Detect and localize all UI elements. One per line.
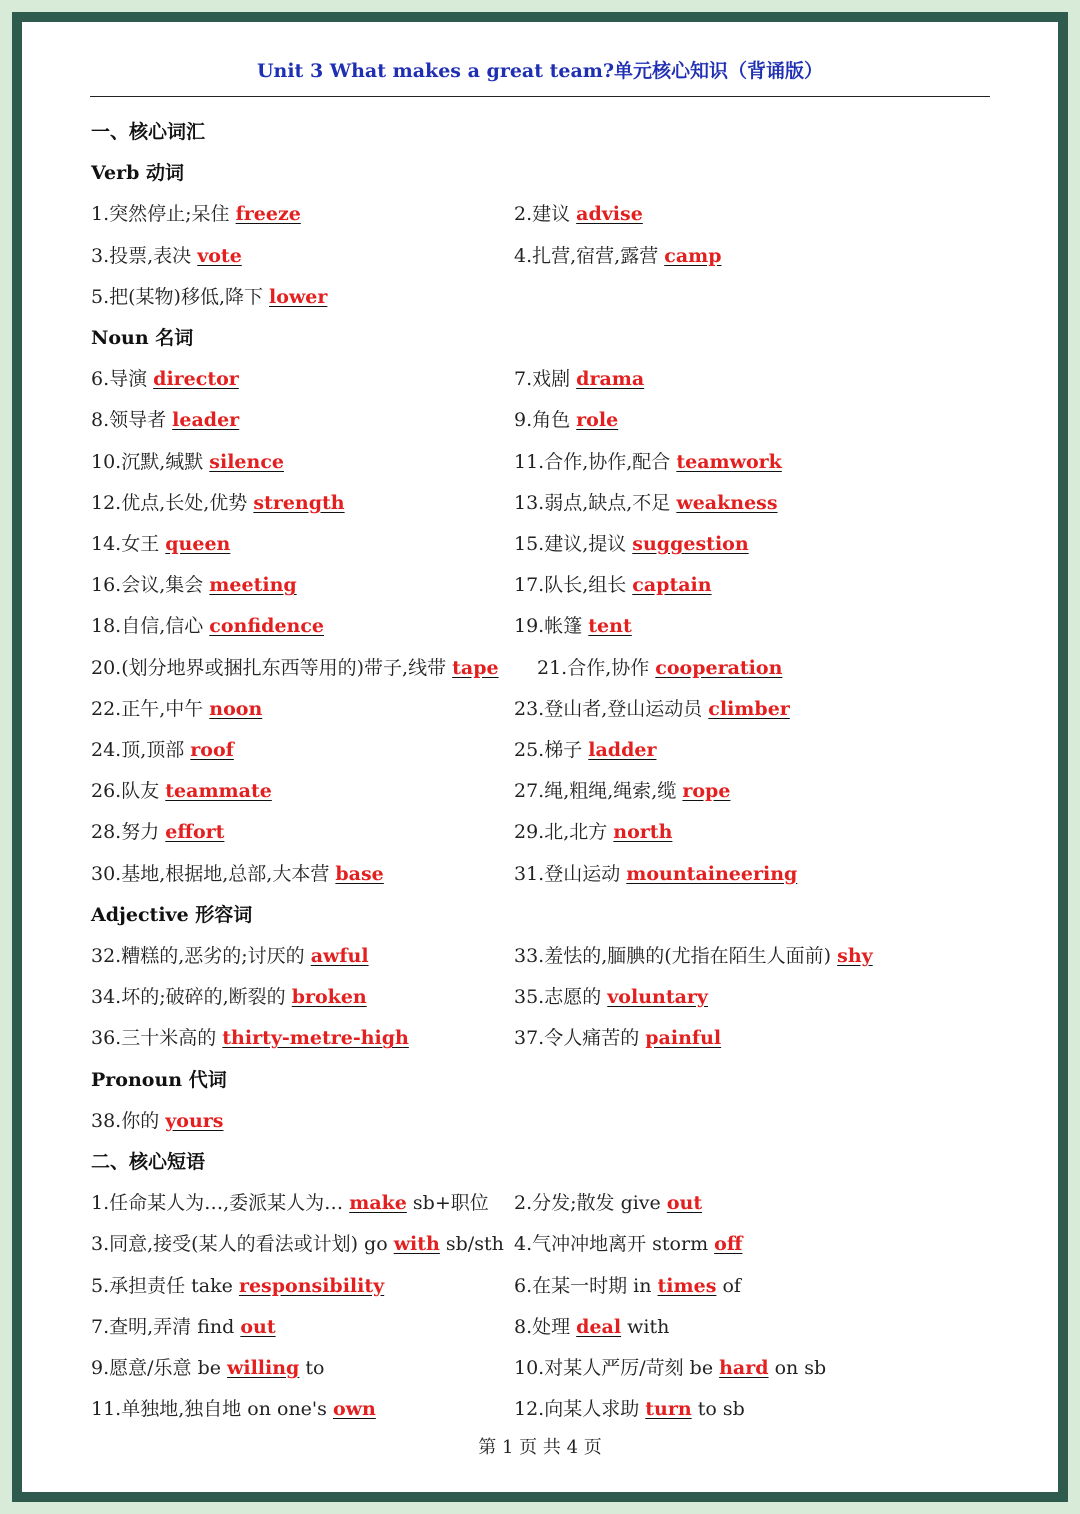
- vocab-row: [91, 859, 1001, 889]
- vocab-entry: [91, 364, 239, 394]
- entry-prompt: 26.队友: [91, 780, 166, 803]
- entry-answer: base: [335, 862, 384, 885]
- entry-answer: cooperation: [655, 656, 783, 679]
- entry-answer: effort: [165, 821, 225, 844]
- entry-answer: north: [613, 821, 673, 844]
- entry-prompt: 7.查明,弄清 find: [91, 1315, 241, 1338]
- entry-answer: out: [240, 1315, 276, 1338]
- entry-answer: freeze: [235, 203, 301, 226]
- entry-prompt: 38.你的: [91, 1109, 166, 1132]
- vocab-entry: [514, 364, 644, 394]
- entry-suffix: to sb: [691, 1398, 745, 1421]
- entry-prompt: 16.会议,集会: [91, 574, 210, 597]
- vocab-row: [91, 694, 1001, 724]
- section-heading-text: Verb 动词: [91, 162, 184, 185]
- section-heading-text: 二、核心短语: [91, 1151, 206, 1173]
- entry-answer: thirty-metre-high: [222, 1027, 409, 1050]
- entry-prompt: 8.处理: [514, 1315, 577, 1338]
- entry-prompt: 32.糟糕的,恶劣的;讨厌的: [91, 945, 311, 967]
- entry-answer: mountaineering: [626, 862, 798, 885]
- entry-prompt: 9.愿意/乐意 be: [91, 1357, 228, 1379]
- entry-prompt: 35.志愿的: [514, 986, 608, 1009]
- entry-answer: vote: [197, 244, 242, 267]
- vocab-row: [91, 447, 1001, 477]
- entry-prompt: 8.领导者: [91, 409, 173, 432]
- entry-answer: hard: [719, 1357, 769, 1379]
- vocab-entry: [91, 694, 262, 724]
- section-heading: [91, 1147, 1001, 1177]
- entry-answer: ladder: [588, 739, 657, 761]
- entry-prompt: 30.基地,根据地,总部,大本营: [91, 862, 336, 885]
- entry-answer: turn: [645, 1398, 692, 1421]
- vocab-entry: [91, 982, 367, 1012]
- vocab-row: [91, 529, 1001, 559]
- entry-prompt: 33.羞怯的,腼腆的(尤指在陌生人面前): [514, 945, 838, 967]
- section-heading-text: Pronoun 代词: [91, 1068, 227, 1091]
- entry-prompt: 1.任命某人为…,委派某人为…: [91, 1192, 350, 1215]
- entry-answer: silence: [209, 450, 284, 473]
- entry-prompt: 19.帐篷: [514, 615, 589, 638]
- entry-prompt: 7.戏剧: [514, 368, 577, 391]
- entry-answer: yours: [165, 1109, 224, 1132]
- entry-prompt: 21.合作,协作: [537, 656, 656, 679]
- entry-answer: queen: [165, 533, 231, 555]
- entry-prompt: 23.登山者,登山运动员: [514, 697, 709, 720]
- vocab-row: [91, 1106, 1001, 1136]
- entry-answer: with: [393, 1233, 440, 1256]
- entry-answer: awful: [310, 945, 369, 967]
- entry-prompt: 24.顶,顶部: [91, 739, 191, 761]
- section-heading: [91, 117, 1001, 147]
- section-heading-text: Noun 名词: [91, 327, 194, 349]
- title-divider: [90, 96, 990, 97]
- entry-prompt: 36.三十米高的: [91, 1027, 223, 1050]
- section-heading: [91, 900, 1001, 930]
- vocab-entry: [514, 694, 790, 724]
- vocab-entry: [514, 776, 730, 806]
- vocab-row: [91, 405, 1001, 435]
- section-heading-text: 一、核心词汇: [91, 121, 206, 143]
- entry-suffix: sb/sth: [439, 1233, 504, 1256]
- section-heading: [91, 158, 1001, 188]
- vocab-entry: [91, 653, 499, 683]
- vocab-entry: [514, 1271, 741, 1301]
- entry-answer: teammate: [165, 780, 272, 803]
- vocab-row: [91, 817, 1001, 847]
- entry-answer: roof: [190, 739, 234, 761]
- vocab-entry: [514, 1188, 702, 1218]
- entry-prompt: 15.建议,提议: [514, 533, 633, 555]
- vocab-entry: [91, 941, 369, 971]
- entry-answer: tent: [588, 615, 632, 638]
- entry-suffix: sb+职位: [406, 1192, 489, 1215]
- entry-answer: responsibility: [238, 1274, 385, 1297]
- vocab-row: [91, 653, 1001, 683]
- entry-suffix: on sb: [768, 1357, 827, 1379]
- entry-answer: broken: [291, 986, 367, 1009]
- entry-prompt: 3.同意,接受(某人的看法或计划) go: [91, 1233, 394, 1256]
- entry-answer: painful: [645, 1027, 722, 1050]
- vocab-row: [91, 1023, 1001, 1053]
- entry-prompt: 6.导演: [91, 368, 154, 391]
- vocab-entry: [91, 1106, 224, 1136]
- vocab-entry: [514, 447, 782, 477]
- entry-answer: drama: [576, 368, 645, 391]
- vocab-entry: [514, 941, 873, 971]
- entry-prompt: 4.气冲冲地离开 storm: [514, 1233, 715, 1256]
- entry-answer: meeting: [209, 574, 297, 597]
- entry-prompt: 37.令人痛苦的: [514, 1027, 646, 1050]
- entry-answer: role: [576, 409, 619, 432]
- document-page: [22, 22, 1058, 1492]
- entry-suffix: of: [716, 1274, 741, 1297]
- entry-prompt: 34.坏的;破碎的,断裂的: [91, 986, 292, 1009]
- vocab-entry: [514, 1229, 742, 1259]
- vocab-entry: [91, 529, 230, 559]
- vocab-entry: [91, 199, 301, 229]
- entry-prompt: 22.正午,中午: [91, 697, 210, 720]
- vocab-entry: [514, 982, 708, 1012]
- entry-answer: willing: [227, 1357, 300, 1379]
- vocab-row: [91, 199, 1001, 229]
- entry-answer: out: [666, 1192, 703, 1215]
- entry-prompt: 14.女王: [91, 533, 166, 555]
- vocab-entry: [514, 405, 618, 435]
- vocab-entry: [91, 611, 324, 641]
- entry-prompt: 2.建议: [514, 203, 577, 226]
- vocab-entry: [514, 1353, 826, 1383]
- vocab-entry: [514, 1312, 669, 1342]
- entry-answer: deal: [576, 1315, 622, 1338]
- entry-prompt: 25.梯子: [514, 739, 589, 761]
- vocab-entry: [537, 653, 782, 683]
- vocab-row: [91, 1312, 1001, 1342]
- entry-answer: leader: [172, 409, 240, 432]
- entry-answer: captain: [632, 574, 712, 597]
- vocab-row: [91, 735, 1001, 765]
- vocab-row: [91, 941, 1001, 971]
- entry-answer: director: [153, 368, 239, 391]
- vocab-row: [91, 611, 1001, 641]
- vocab-row: [91, 1188, 1001, 1218]
- vocab-entry: [514, 817, 672, 847]
- entry-answer: shy: [837, 945, 873, 967]
- entry-answer: times: [657, 1274, 717, 1297]
- document-title: Unit 3 What makes a great team?单元核心知识（背诵版）: [256, 60, 824, 82]
- vocab-row: [91, 570, 1001, 600]
- entry-answer: suggestion: [632, 533, 749, 555]
- entry-prompt: 17.队长,组长: [514, 574, 633, 597]
- vocab-entry: [514, 241, 722, 271]
- entry-answer: lower: [269, 285, 328, 308]
- vocab-entry: [91, 1312, 276, 1342]
- vocab-row: [91, 364, 1001, 394]
- entry-suffix: with: [621, 1315, 670, 1338]
- vocab-row: [91, 1229, 1001, 1259]
- entry-prompt: 12.优点,长处,优势: [91, 491, 254, 514]
- entry-prompt: 1.突然停止;呆住: [91, 203, 236, 226]
- entry-prompt: 13.弱点,缺点,不足: [514, 491, 677, 514]
- vocab-entry: [514, 611, 632, 641]
- vocab-entry: [514, 735, 656, 765]
- entry-answer: noon: [209, 697, 263, 720]
- entry-prompt: 29.北,北方: [514, 821, 614, 844]
- entry-answer: camp: [664, 244, 722, 267]
- vocab-entry: [91, 1188, 489, 1218]
- entry-answer: own: [332, 1398, 376, 1421]
- vocab-entry: [91, 1023, 409, 1053]
- vocab-entry: [91, 405, 239, 435]
- vocab-entry: [514, 1394, 745, 1424]
- vocab-entry: [91, 859, 384, 889]
- entry-answer: strength: [253, 491, 345, 514]
- entry-answer: rope: [682, 780, 731, 803]
- entry-prompt: 18.自信,信心: [91, 615, 210, 638]
- entry-prompt: 28.努力: [91, 821, 166, 844]
- entry-answer: make: [349, 1192, 407, 1215]
- entry-prompt: 10.沉默,缄默: [91, 450, 210, 473]
- vocab-entry: [91, 1271, 384, 1301]
- vocab-entry: [91, 488, 345, 518]
- entry-answer: off: [714, 1233, 743, 1256]
- vocab-row: [91, 282, 1001, 312]
- entry-prompt: 4.扎营,宿营,露营: [514, 244, 665, 267]
- entry-answer: advise: [576, 203, 643, 226]
- entry-prompt: 11.合作,协作,配合: [514, 450, 677, 473]
- entry-answer: teamwork: [676, 450, 782, 473]
- section-heading: [91, 1065, 1001, 1095]
- entry-answer: tape: [452, 656, 499, 679]
- entry-prompt: 12.向某人求助: [514, 1398, 646, 1421]
- entry-suffix: to: [299, 1357, 325, 1379]
- vocab-entry: [91, 570, 297, 600]
- entry-prompt: 2.分发;散发 give: [514, 1192, 667, 1215]
- page-border: [12, 12, 1068, 1502]
- entry-prompt: 3.投票,表决: [91, 244, 198, 267]
- entry-answer: voluntary: [607, 986, 708, 1009]
- vocab-entry: [91, 241, 242, 271]
- vocab-row: [91, 241, 1001, 271]
- vocab-row: [91, 982, 1001, 1012]
- vocab-entry: [514, 488, 778, 518]
- section-heading-text: Adjective 形容词: [91, 903, 253, 926]
- entry-prompt: 6.在某一时期 in: [514, 1274, 658, 1297]
- vocab-row: [91, 1394, 1001, 1424]
- vocab-entry: [514, 529, 749, 559]
- entry-answer: confidence: [209, 615, 325, 638]
- entry-answer: climber: [708, 697, 790, 720]
- entry-answer: weakness: [676, 491, 778, 514]
- section-heading: [91, 323, 1001, 353]
- vocab-entry: [91, 776, 272, 806]
- entry-prompt: 5.把(某物)移低,降下: [91, 285, 270, 308]
- vocab-entry: [514, 1023, 721, 1053]
- vocab-entry: [91, 817, 224, 847]
- entry-prompt: 31.登山运动: [514, 862, 627, 885]
- entry-prompt: 10.对某人严厉/苛刻 be: [514, 1357, 720, 1379]
- vocab-entry: [91, 735, 234, 765]
- entry-prompt: 9.角色: [514, 409, 577, 432]
- vocab-entry: [91, 282, 327, 312]
- vocab-entry: [91, 1353, 324, 1383]
- entry-prompt: 11.单独地,独自地 on one's: [91, 1398, 333, 1421]
- entry-prompt: 27.绳,粗绳,绳索,缆: [514, 780, 683, 803]
- entry-prompt: 20.(划分地界或捆扎东西等用的)带子,线带: [91, 656, 453, 679]
- vocab-entry: [514, 859, 797, 889]
- page-footer: 第 1 页 共 4 页: [478, 1437, 602, 1458]
- vocab-row: [91, 1271, 1001, 1301]
- vocab-entry: [514, 570, 712, 600]
- vocab-entry: [514, 199, 643, 229]
- vocab-row: [91, 1353, 1001, 1383]
- vocab-row: [91, 488, 1001, 518]
- vocab-row: [91, 776, 1001, 806]
- entry-prompt: 5.承担责任 take: [91, 1274, 239, 1297]
- vocab-entry: [91, 1394, 376, 1424]
- vocab-entry: [91, 1229, 504, 1259]
- vocab-entry: [91, 447, 284, 477]
